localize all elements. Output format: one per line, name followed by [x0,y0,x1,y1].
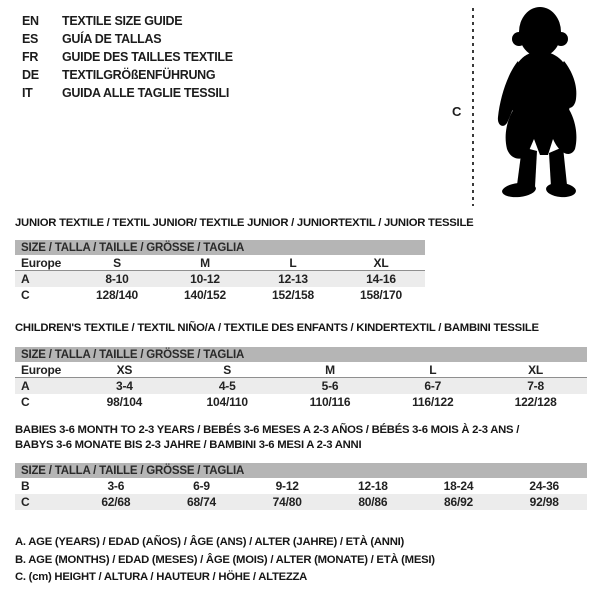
cell: 8-10 [105,272,129,286]
cell: 3-6 [107,479,125,493]
cell: 7-8 [527,379,544,393]
cell: 92/98 [529,495,559,509]
cell: 5-6 [321,379,339,393]
lang-row-es [22,30,233,48]
height-dashed-line [472,8,474,206]
cell: 18-24 [443,479,474,493]
cell: 128/140 [96,288,138,302]
cell: 98/104 [106,395,143,409]
cell: 122/128 [514,395,557,409]
lang-code: EN [22,14,39,28]
lang-label: GUIDA ALLE TAGLIE TESSILI [62,86,230,100]
cell: 9-12 [275,479,299,493]
cell: 62/68 [101,495,131,509]
lang-code: IT [22,86,33,100]
cell: 104/110 [206,395,248,409]
cell: 110/116 [309,395,351,409]
footnote-age-years: A. AGE (YEARS) / EDAD (AÑOS) / ÂGE (ANS) / ALTER (JAHRE) / ETÀ (ANNI) [15,536,405,548]
cell: M [200,255,210,270]
children-section-title: CHILDREN'S TEXTILE / TEXTIL NIÑO/A / TEXTILE DES ENFANTS / KINDERTEXTIL / BAMBINI TESSILE [15,322,539,334]
cell: 140/152 [184,288,226,302]
children-size-header-bar: SIZE / TALLA / TAILLE / GRÖSSE / TAGLIA [15,347,587,362]
lang-row-it [22,84,233,102]
junior-size-header-bar: SIZE / TALLA / TAILLE / GRÖSSE / TAGLIA [15,240,425,255]
babies-title-line1: BABIES 3-6 MONTH TO 2-3 YEARS / BEBÉS 3-6 MESES A 2-3 AÑOS / BÉBÉS 3-6 MOIS À 2-3 ANS / [15,424,520,436]
cell: XS [116,362,133,377]
table-row [15,494,587,510]
cell: 6-9 [193,479,210,493]
babies-size-header-bar: SIZE / TALLA / TAILLE / GRÖSSE / TAGLIA [15,463,587,478]
cell: 74/80 [272,495,302,509]
cell: XL [528,362,544,377]
row-label: A [21,379,30,393]
row-label: Europe [21,362,62,377]
cell: 68/74 [186,495,217,509]
row-label: C [21,495,30,509]
lang-label: TEXTILGRÖßENFÜHRUNG [62,68,216,82]
cell: 24-36 [529,479,560,493]
lang-label: GUIDE DES TAILLES TEXTILE [62,50,233,64]
cell: M [325,362,335,377]
babies-section-title [15,423,519,452]
lang-code: ES [22,32,39,46]
footnote-age-months: B. AGE (MONTHS) / EDAD (MESES) / ÂGE (MOIS) / ALTER (MONATE) / ETÀ (MESI) [15,553,435,566]
cell: 10-12 [190,272,220,286]
lang-row-en [22,12,233,30]
cell: 6-7 [424,379,442,393]
table-row [15,271,425,287]
babies-size-table [15,463,587,510]
cell: 4-5 [218,379,236,393]
lang-code: FR [22,50,39,64]
row-label: C [21,288,30,302]
lang-label: TEXTILE SIZE GUIDE [62,14,183,28]
babies-title-line2: BABYS 3-6 MONATE BIS 2-3 JAHRE / BAMBINI 3-6 MESI A 2-3 ANNI [15,438,362,451]
lang-code: DE [22,68,39,82]
footnote-height: C. (cm) HEIGHT / ALTURA / HAUTEUR / HÖHE / ALTEZZA [15,571,308,583]
lang-label: GUÍA DE TALLAS [62,32,162,46]
cell: 3-4 [116,379,133,393]
cell: S [113,255,121,270]
language-header [22,12,233,102]
junior-section-title: JUNIOR TEXTILE / TEXTIL JUNIOR/ TEXTILE JUNIOR / JUNIORTEXTIL / JUNIOR TESSILE [15,217,474,229]
cell: 80/86 [358,495,388,509]
cell: 12-18 [358,479,388,493]
lang-row-de [22,66,233,84]
children-size-table [15,347,587,410]
height-figure [440,0,600,215]
cell: 14-16 [366,272,396,286]
lang-row-fr [22,48,233,66]
table-row [15,378,587,394]
table-row [15,394,587,410]
row-label: Europe [21,255,62,270]
cell: 86/92 [444,495,474,509]
cell: L [429,362,437,377]
row-label: A [21,272,30,286]
table-row [15,255,425,271]
cell: L [289,255,297,270]
toddler-silhouette-icon [486,5,598,207]
table-row [15,362,587,378]
junior-size-table [15,240,425,303]
cell: XL [373,255,389,270]
table-row [15,287,425,303]
table-row [15,478,587,494]
cell: 12-13 [278,272,308,286]
cell: 116/122 [412,395,454,409]
row-label: C [21,395,30,409]
row-label: B [21,479,30,493]
cell: S [223,362,232,377]
footnotes [15,536,435,589]
cell: 152/158 [272,288,314,302]
cell: 158/170 [360,288,402,302]
height-marker-label: C [452,104,462,119]
